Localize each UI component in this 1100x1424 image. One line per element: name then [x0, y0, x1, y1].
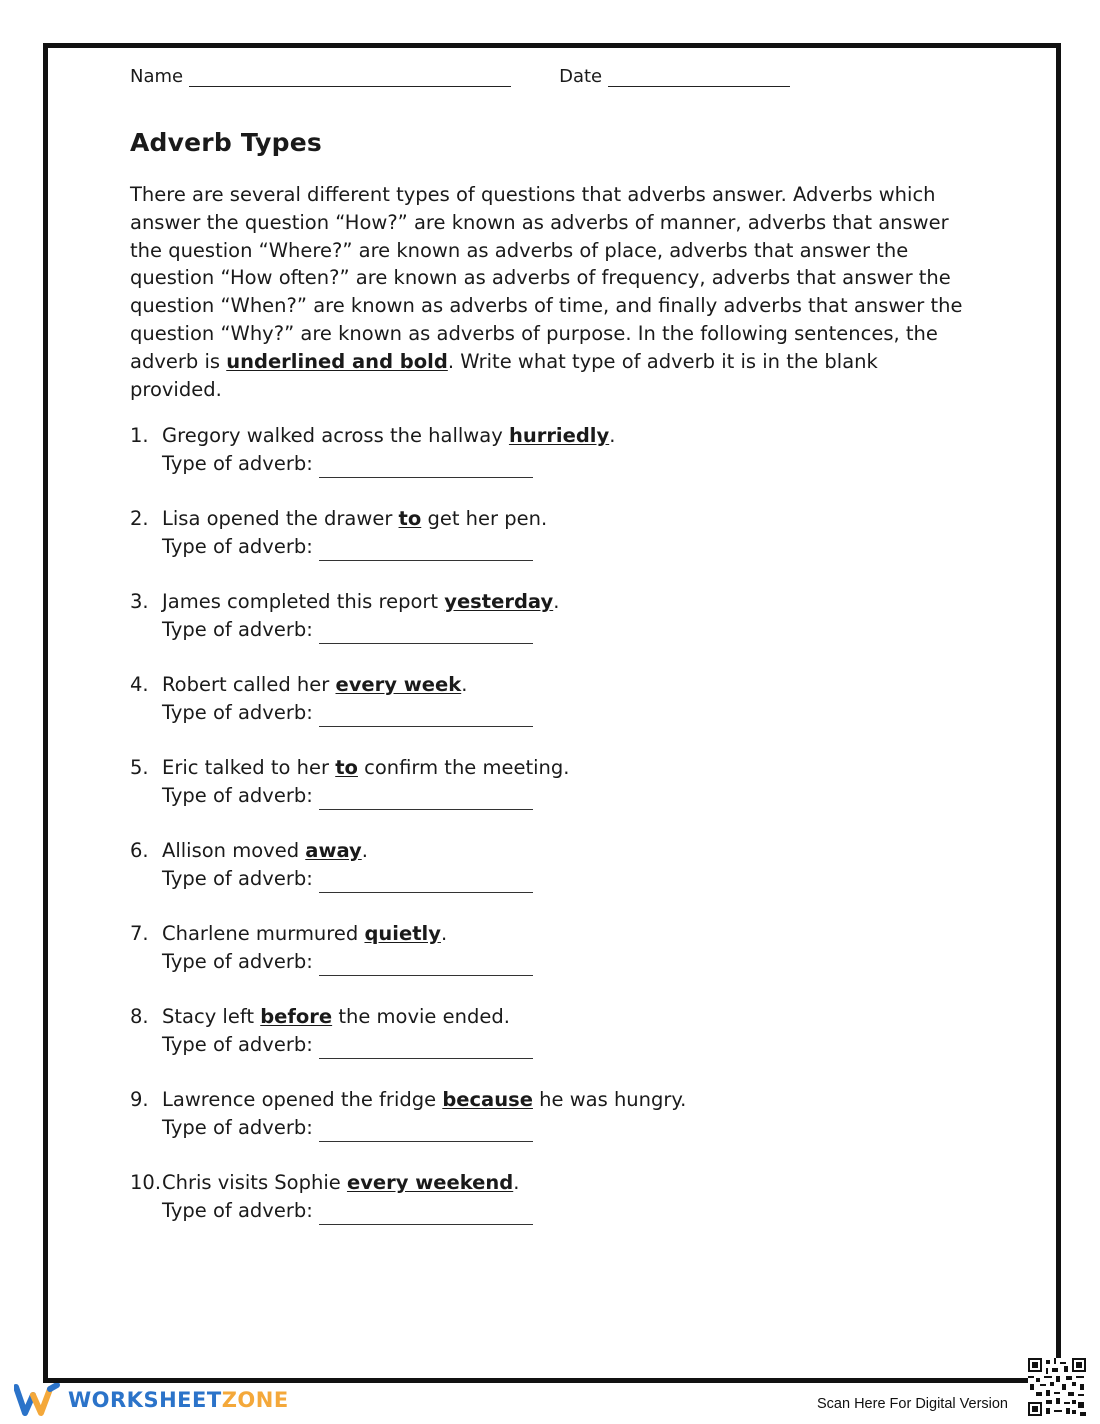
- sentence-after: .: [361, 839, 368, 862]
- question-item: [130, 1003, 970, 1059]
- question-item: [130, 1169, 970, 1225]
- worksheet-title: Adverb Types: [130, 128, 322, 157]
- question-number: 3.: [130, 590, 149, 613]
- answer-label: Type of adverb:: [162, 784, 313, 807]
- answer-blank-field[interactable]: [319, 872, 533, 893]
- sentence-after: confirm the meeting.: [357, 756, 570, 779]
- answer-label: Type of adverb:: [162, 1033, 313, 1056]
- question-sentence: [130, 588, 970, 616]
- question-item: [130, 920, 970, 976]
- intro-text-after: . Write what type of adverb it is in the blank provided.: [130, 349, 878, 401]
- adverb-word: quietly: [364, 922, 441, 945]
- sentence-after: he was hungry.: [532, 1088, 687, 1111]
- question-item: [130, 505, 970, 561]
- answer-row: [130, 948, 970, 976]
- sentence-before: James completed this report: [162, 590, 445, 613]
- worksheetzone-logo: [14, 1383, 289, 1417]
- sentence-text: [162, 920, 447, 948]
- sentence-before: Robert called her: [162, 673, 336, 696]
- answer-row: [130, 865, 970, 893]
- sentence-after: .: [440, 922, 448, 945]
- answer-label: Type of adverb:: [162, 1116, 313, 1139]
- intro-emphasis: underlined and bold: [226, 349, 448, 373]
- sentence-after: .: [553, 590, 560, 613]
- name-blank-line: [189, 68, 511, 87]
- question-sentence: [130, 1169, 970, 1197]
- date-label: Date: [559, 66, 603, 87]
- name-label: Name: [130, 66, 184, 87]
- question-number: 5.: [130, 756, 149, 779]
- sentence-text: [162, 1169, 519, 1197]
- scan-instruction: Scan Here For Digital Version: [817, 1396, 1008, 1412]
- question-sentence: [130, 505, 970, 533]
- question-number: 1.: [130, 424, 149, 447]
- question-number: 7.: [130, 922, 149, 945]
- question-number: 2.: [130, 507, 149, 530]
- sentence-before: Chris visits Sophie: [162, 1171, 347, 1194]
- adverb-word: yesterday: [444, 590, 554, 613]
- question-sentence: [130, 1086, 970, 1114]
- sentence-text: [162, 588, 559, 616]
- question-item: [130, 837, 970, 893]
- sentence-before: Lawrence opened the fridge: [162, 1088, 443, 1111]
- name-date-row: [130, 66, 790, 87]
- answer-row: [130, 782, 970, 810]
- answer-row: [130, 450, 970, 478]
- question-number: 8.: [130, 1005, 149, 1028]
- sentence-text: [162, 1086, 686, 1114]
- answer-row: [130, 533, 970, 561]
- answer-label: Type of adverb:: [162, 1199, 313, 1222]
- sentence-before: Stacy left: [162, 1005, 261, 1028]
- adverb-word: every week: [335, 673, 462, 696]
- answer-row: [130, 699, 970, 727]
- question-sentence: [130, 422, 970, 450]
- answer-blank-field[interactable]: [319, 457, 533, 478]
- answer-blank-field[interactable]: [319, 623, 533, 644]
- answer-row: [130, 616, 970, 644]
- question-sentence: [130, 837, 970, 865]
- adverb-word: every weekend: [346, 1171, 514, 1194]
- question-item: [130, 1086, 970, 1142]
- sentence-text: [162, 1003, 510, 1031]
- sentence-after: .: [609, 424, 616, 447]
- date-blank-line: [608, 68, 790, 87]
- answer-label: Type of adverb:: [162, 950, 313, 973]
- answer-blank-field[interactable]: [319, 1204, 533, 1225]
- answer-row: [130, 1197, 970, 1225]
- sentence-text: [162, 754, 570, 782]
- answer-label: Type of adverb:: [162, 701, 313, 724]
- sentence-before: Eric talked to her: [162, 756, 336, 779]
- question-item: [130, 754, 970, 810]
- intro-paragraph: [130, 181, 970, 403]
- qr-code-icon[interactable]: [1028, 1358, 1086, 1416]
- question-sentence: [130, 754, 970, 782]
- answer-label: Type of adverb:: [162, 618, 313, 641]
- adverb-word: hurriedly: [508, 424, 610, 447]
- sentence-before: Lisa opened the drawer: [162, 507, 399, 530]
- adverb-word: because: [442, 1088, 533, 1111]
- question-sentence: [130, 920, 970, 948]
- sentence-after: the movie ended.: [332, 1005, 510, 1028]
- answer-blank-field[interactable]: [319, 789, 533, 810]
- worksheetzone-logo-icon: [14, 1383, 60, 1417]
- sentence-text: [162, 422, 615, 450]
- question-sentence: [130, 1003, 970, 1031]
- sentence-after: .: [461, 673, 468, 696]
- brand-part-2: ZONE: [221, 1388, 289, 1412]
- question-item: [130, 422, 970, 478]
- question-item: [130, 671, 970, 727]
- sentence-before: Allison moved: [162, 839, 306, 862]
- answer-blank-field[interactable]: [319, 540, 533, 561]
- answer-blank-field[interactable]: [319, 1038, 533, 1059]
- sentence-before: Gregory walked across the hallway: [162, 424, 509, 447]
- brand-part-1: WORKSHEET: [68, 1388, 222, 1412]
- adverb-word: to: [335, 756, 358, 779]
- answer-blank-field[interactable]: [319, 955, 533, 976]
- question-number: 6.: [130, 839, 149, 862]
- adverb-word: away: [305, 839, 362, 862]
- answer-label: Type of adverb:: [162, 535, 313, 558]
- sentence-text: [162, 505, 547, 533]
- question-sentence: [130, 671, 970, 699]
- question-number: 4.: [130, 673, 149, 696]
- answer-label: Type of adverb:: [162, 867, 313, 890]
- sentence-after: get her pen.: [421, 507, 548, 530]
- answer-blank-field[interactable]: [319, 706, 533, 727]
- answer-blank-field[interactable]: [319, 1121, 533, 1142]
- sentence-before: Charlene murmured: [162, 922, 365, 945]
- intro-text-before: There are several different types of questions that adverbs answer. Adverbs which answer the question “How?” are known as adverbs of manner, adverbs that answer the question “Where?” are known as adverbs of place, adverbs that answer the question “How often?” are known as adverbs of frequency, adverbs that answer the question “When?” are known as adverbs of time, and finally adverbs that answer the question “Why?” are known as adverbs of purpose. In the following sentences, the adverb is: [130, 183, 963, 373]
- adverb-word: to: [398, 507, 422, 530]
- answer-row: [130, 1031, 970, 1059]
- answer-label: Type of adverb:: [162, 452, 313, 475]
- question-item: [130, 588, 970, 644]
- answer-row: [130, 1114, 970, 1142]
- question-number: 9.: [130, 1088, 149, 1111]
- adverb-word: before: [260, 1005, 333, 1028]
- brand-name: [68, 1388, 289, 1412]
- sentence-text: [162, 671, 467, 699]
- sentence-text: [162, 837, 368, 865]
- question-number: 10.: [130, 1171, 162, 1194]
- sentence-after: .: [513, 1171, 520, 1194]
